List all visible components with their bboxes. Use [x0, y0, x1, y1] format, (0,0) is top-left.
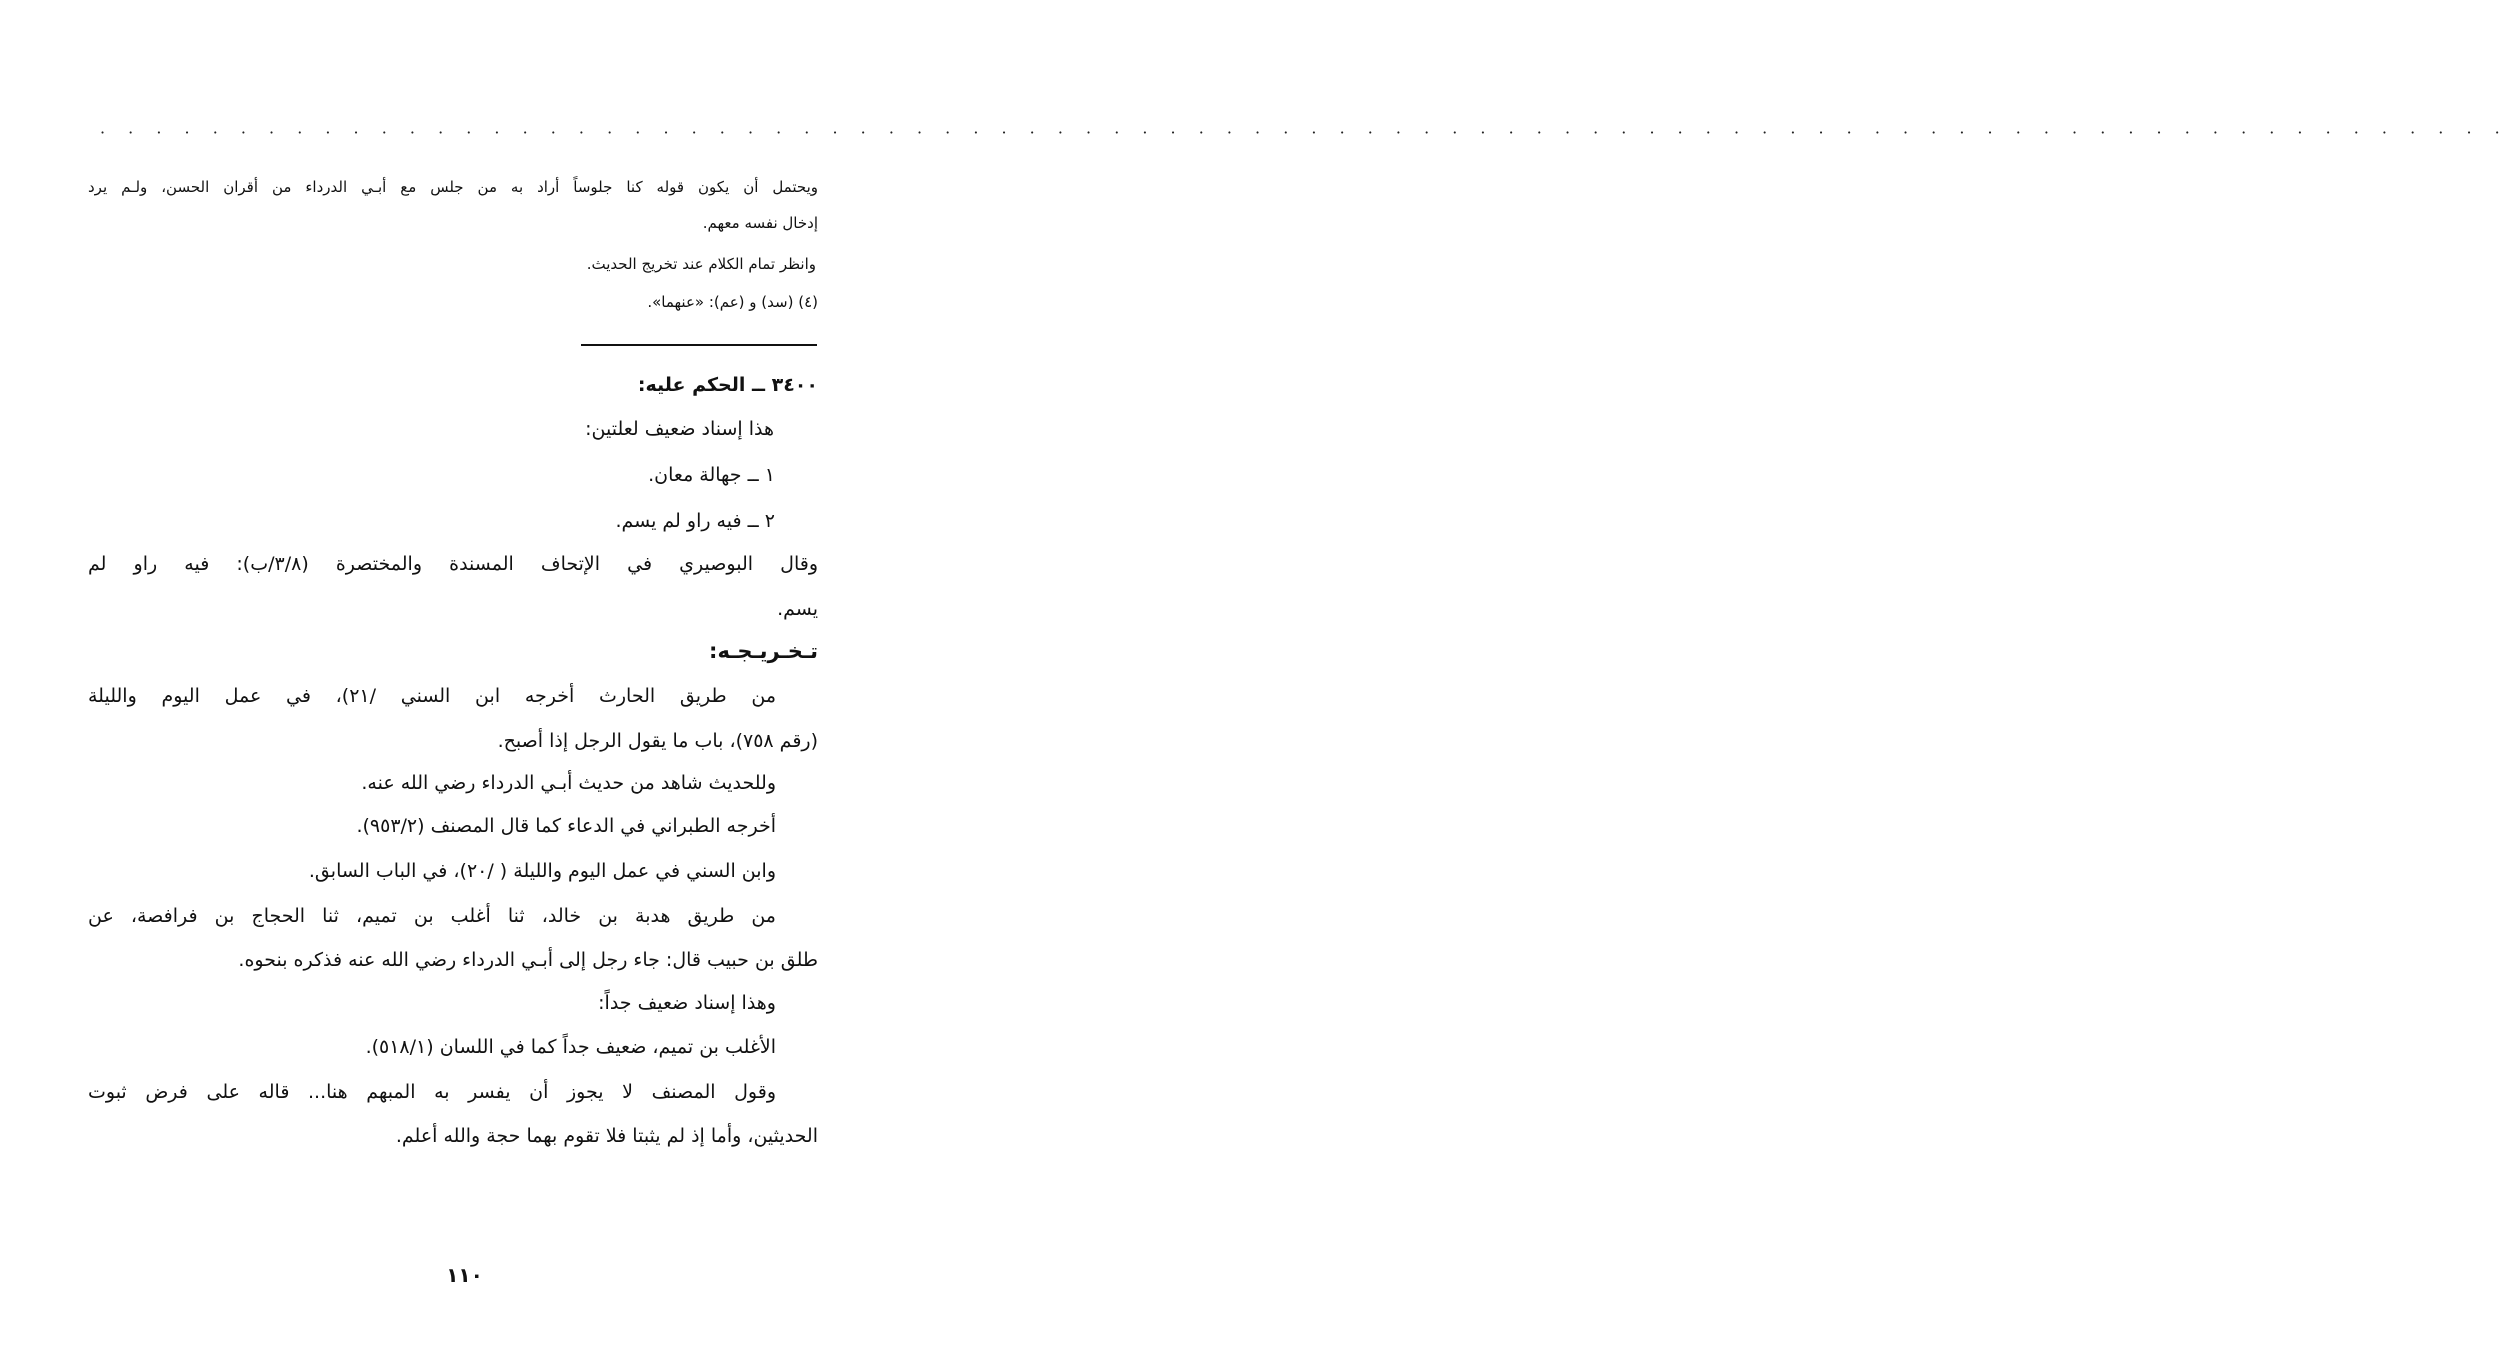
paragraph-line: وقال البوصيري في الإتحاف المسندة والمختصرة (٣/٨/ب): فيه راو لم — [88, 553, 818, 575]
footnote-line-1: ويحتمل أن يكون قوله كنا جلوساً أراد به من جلس مع أبـي الدرداء من أقران الحسن، ولـم يرد — [88, 178, 818, 196]
list-item-2: ٢ ــ فيه راو لم يسم. — [615, 510, 775, 532]
paragraph-line: من طريق الحارث أخرجه ابن السني /٢١)، في عمل اليوم والليلة — [88, 685, 776, 707]
paragraph-line: هذا إسناد ضعيف لعلتين: — [585, 418, 774, 440]
paragraph-line: يسم. — [777, 598, 818, 620]
paragraph-line: الأغلب بن تميم، ضعيف جداً كما في اللسان (٥١٨/١). — [365, 1036, 776, 1058]
list-item-1: ١ ــ جهالة معان. — [648, 464, 775, 486]
footnote-line-2: إدخال نفسه معهم. — [702, 214, 818, 232]
footnote-line-3: وانظر تمام الكلام عند تخريج الحديث. — [586, 255, 816, 273]
page-number: ١١٠ — [446, 1263, 483, 1287]
section-heading-hukm: ٣٤٠٠ ــ الحكم عليه: — [637, 374, 818, 396]
section-divider-line — [581, 344, 817, 346]
footnote-4: (٤) (سد) و (عم): «عنهما». — [647, 293, 818, 311]
paragraph-line: (رقم ٧٥٨)، باب ما يقول الرجل إذا أصبح. — [497, 730, 818, 752]
paragraph-line: أخرجه الطبراني في الدعاء كما قال المصنف (٩٥٣/٢). — [356, 815, 776, 837]
section-heading-takhrij: تـخـريـجـه: — [709, 639, 818, 663]
paragraph-line: من طريق هدبة بن خالد، ثنا أغلب بن تميم، ثنا الحجاج بن فرافصة، عن — [88, 905, 776, 927]
paragraph-line: طلق بن حبيب قال: جاء رجل إلى أبـي الدرداء رضي الله عنه فذكره بنحوه. — [238, 949, 818, 971]
paragraph-line: وقول المصنف لا يجوز أن يفسر به المبهم هنا... قاله على فرض ثبوت — [88, 1081, 776, 1103]
paragraph-line: الحديثين، وأما إذ لم يثبتا فلا تقوم بهما حجة والله أعلم. — [395, 1125, 818, 1147]
paragraph-line: وابن السني في عمل اليوم والليلة ( /٢٠)، في الباب السابق. — [308, 860, 776, 882]
footnote-separator-dots: · · · · · · · · · · · · · · · · · · · · · · · · · · · · · · · · · · · · · · · · · · · · · · · · · · · · · · · · · · · · · · · · · · · · · · · · · · · · · · · · · · · · · · — [100, 123, 2509, 142]
paragraph-line: وللحديث شاهد من حديث أبـي الدرداء رضي الله عنه. — [361, 772, 776, 794]
paragraph-line: وهذا إسناد ضعيف جداً: — [598, 992, 776, 1014]
